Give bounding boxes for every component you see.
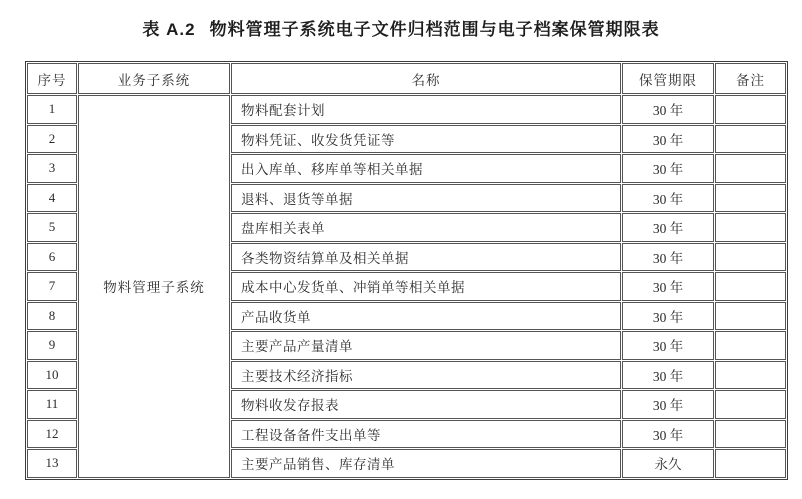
- remarks-cell: [715, 213, 786, 242]
- header-cell-period: 保管期限: [622, 63, 714, 94]
- retention-period-cell: 30 年: [622, 95, 714, 124]
- retention-period-cell: 30 年: [622, 272, 714, 301]
- row-number-cell: 4: [27, 184, 77, 213]
- remarks-cell: [715, 272, 786, 301]
- remarks-cell: [715, 390, 786, 419]
- retention-period-cell: 30 年: [622, 184, 714, 213]
- remarks-cell: [715, 331, 786, 360]
- row-number-cell: 10: [27, 361, 77, 390]
- row-number-cell: 7: [27, 272, 77, 301]
- doc-name-cell: 退料、退货等单据: [231, 184, 621, 213]
- remarks-cell: [715, 154, 786, 183]
- table-row: [27, 95, 786, 124]
- retention-period-cell: 30 年: [622, 213, 714, 242]
- doc-name-cell: 成本中心发货单、冲销单等相关单据: [231, 272, 621, 301]
- header-cell-name: 名称: [231, 63, 621, 94]
- retention-period-cell: 30 年: [622, 125, 714, 154]
- row-number-cell: 12: [27, 420, 77, 449]
- doc-name-cell: 主要技术经济指标: [231, 361, 621, 390]
- row-number-cell: 13: [27, 449, 77, 478]
- row-number-cell: 3: [27, 154, 77, 183]
- remarks-cell: [715, 449, 786, 478]
- doc-name-cell: 工程设备备件支出单等: [231, 420, 621, 449]
- row-number-cell: 6: [27, 243, 77, 272]
- remarks-cell: [715, 302, 786, 331]
- archive-retention-table: [25, 61, 788, 480]
- doc-name-cell: 物料配套计划: [231, 95, 621, 124]
- doc-name-cell: 物料收发存报表: [231, 390, 621, 419]
- remarks-cell: [715, 184, 786, 213]
- row-number-cell: 1: [27, 95, 77, 124]
- doc-name-cell: 产品收货单: [231, 302, 621, 331]
- remarks-cell: [715, 95, 786, 124]
- header-cell-no: 序号: [27, 63, 77, 94]
- remarks-cell: [715, 243, 786, 272]
- doc-name-cell: 出入库单、移库单等相关单据: [231, 154, 621, 183]
- retention-period-cell: 30 年: [622, 390, 714, 419]
- subsystem-cell: 物料管理子系统: [78, 95, 230, 478]
- retention-period-cell: 30 年: [622, 361, 714, 390]
- retention-period-cell: 30 年: [622, 302, 714, 331]
- row-number-cell: 2: [27, 125, 77, 154]
- row-number-cell: 9: [27, 331, 77, 360]
- table-number-label: 表 A.2: [142, 20, 196, 39]
- table-title-text: 物料管理子系统电子文件归档范围与电子档案保管期限表: [209, 20, 660, 39]
- doc-name-cell: 盘库相关表单: [231, 213, 621, 242]
- row-number-cell: 5: [27, 213, 77, 242]
- remarks-cell: [715, 125, 786, 154]
- row-number-cell: 11: [27, 390, 77, 419]
- retention-period-cell: 永久: [622, 449, 714, 478]
- retention-period-cell: 30 年: [622, 331, 714, 360]
- doc-title: [0, 0, 802, 40]
- retention-period-cell: 30 年: [622, 420, 714, 449]
- header-cell-subsystem: 业务子系统: [78, 63, 230, 94]
- doc-name-cell: 物料凭证、收发货凭证等: [231, 125, 621, 154]
- doc-name-cell: 主要产品销售、库存清单: [231, 449, 621, 478]
- remarks-cell: [715, 420, 786, 449]
- retention-period-cell: 30 年: [622, 154, 714, 183]
- remarks-cell: [715, 361, 786, 390]
- header-cell-note: 备注: [715, 63, 786, 94]
- retention-period-cell: 30 年: [622, 243, 714, 272]
- doc-name-cell: 主要产品产量清单: [231, 331, 621, 360]
- doc-name-cell: 各类物资结算单及相关单据: [231, 243, 621, 272]
- row-number-cell: 8: [27, 302, 77, 331]
- table-header-row: [27, 63, 786, 94]
